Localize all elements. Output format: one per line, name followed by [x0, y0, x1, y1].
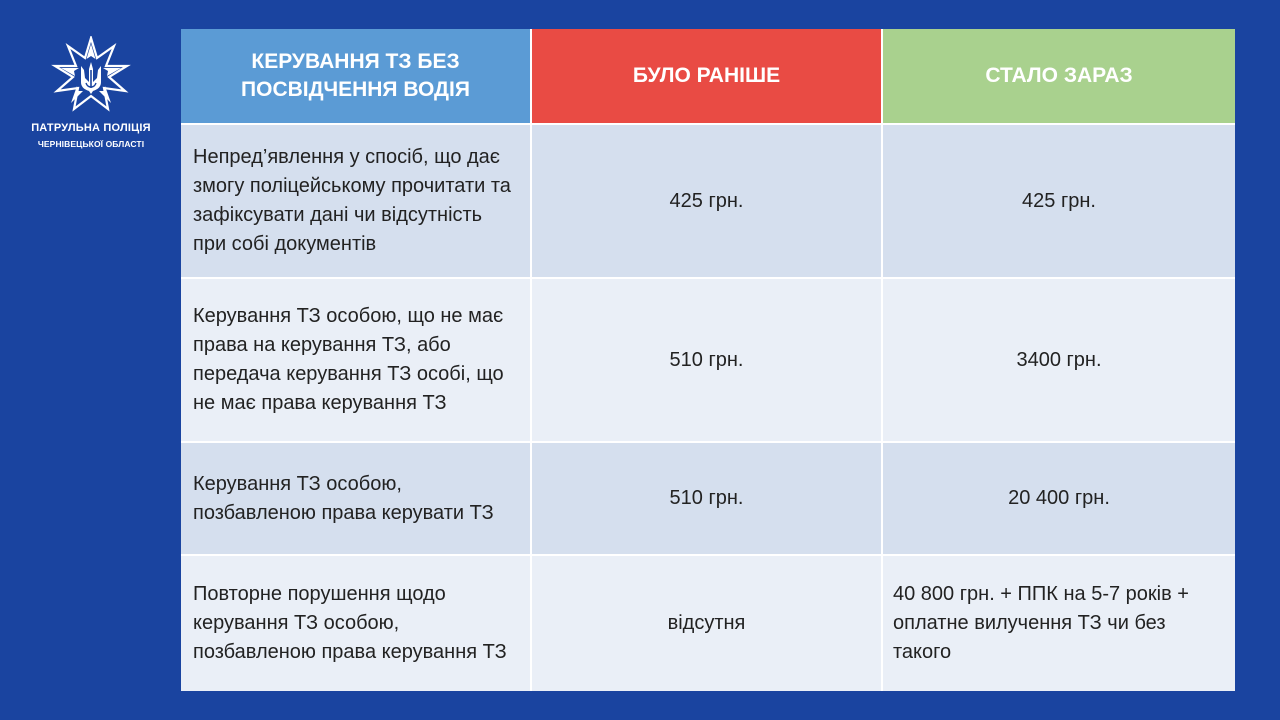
row-3-violation: Керування ТЗ особою, позбавленою права керувати ТЗ: [181, 443, 532, 556]
header-violation: КЕРУВАННЯ ТЗ БЕЗ ПОСВІДЧЕННЯ ВОДІЯ: [181, 29, 532, 125]
row-2-now: 3400 грн.: [883, 279, 1235, 443]
row-4-violation: Повторне порушення щодо керування ТЗ особою, позбавленою права керування ТЗ: [181, 556, 532, 691]
row-4-now: 40 800 грн. + ППК на 5-7 років + оплатне вилучення ТЗ чи без такого: [883, 556, 1235, 691]
row-3-now: 20 400 грн.: [883, 443, 1235, 556]
row-2-before: 510 грн.: [532, 279, 883, 443]
logo-title: ПАТРУЛЬНА ПОЛІЦІЯ: [31, 122, 151, 134]
fines-comparison-table: [181, 29, 1235, 691]
patrol-police-logo: [20, 36, 162, 149]
row-2-violation: Керування ТЗ особою, що не має права на керування ТЗ, або передача керування ТЗ особі, що не має права керування ТЗ: [181, 279, 532, 443]
row-1-violation: Непред’явлення у спосіб, що дає змогу поліцейському прочитати та зафіксувати дані чи відсутність при собі документів: [181, 125, 532, 279]
header-before: БУЛО РАНІШЕ: [532, 29, 883, 125]
police-star-trident-icon: [51, 36, 131, 116]
row-1-before: 425 грн.: [532, 125, 883, 279]
row-1-now: 425 грн.: [883, 125, 1235, 279]
logo-subtitle: ЧЕРНІВЕЦЬКОЇ ОБЛАСТІ: [37, 139, 145, 149]
header-now: СТАЛО ЗАРАЗ: [883, 29, 1235, 125]
row-4-before: відсутня: [532, 556, 883, 691]
row-3-before: 510 грн.: [532, 443, 883, 556]
